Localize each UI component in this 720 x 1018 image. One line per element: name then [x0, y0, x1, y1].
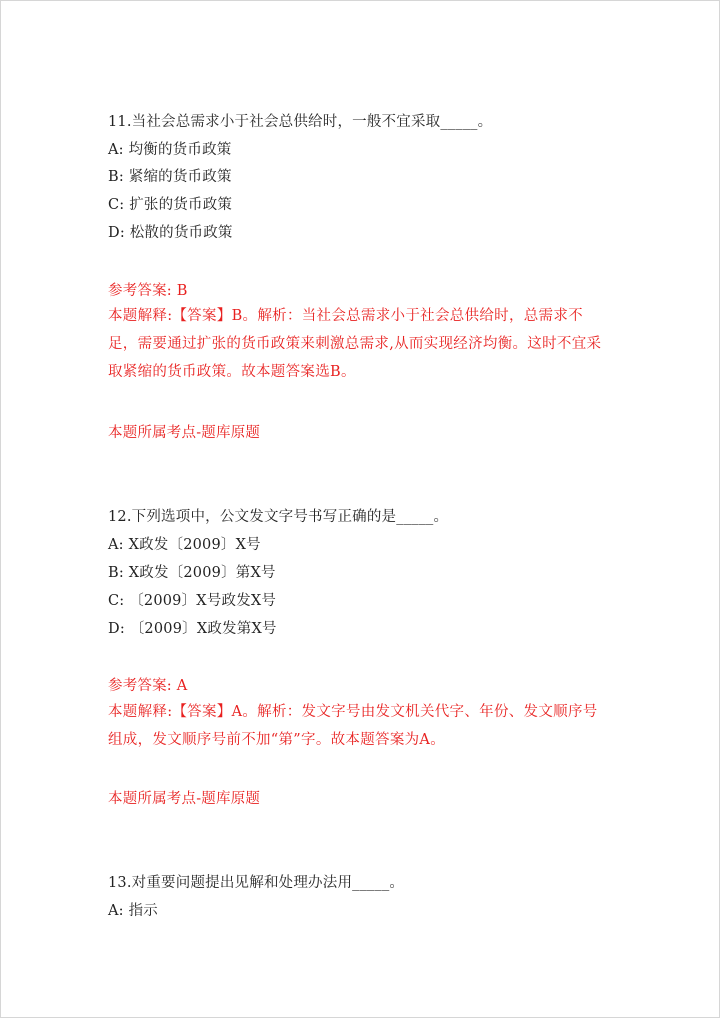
option-b: B: 紧缩的货币政策	[108, 169, 232, 185]
topic-label: 本题所属考点-题库原题	[108, 791, 261, 807]
option-b: B: X政发〔2009〕第X号	[108, 565, 276, 581]
explanation: 本题解释:【答案】A。解析：发文字号由发文机关代字、年份、发文顺序号组成，发文顺序号前不加“第”字。故本题答案为A。	[108, 704, 598, 748]
explanation: 本题解释:【答案】B。解析：当社会总需求小于社会总供给时，总需求不足，需要通过扩张的货币政策来刺激总需求,从而实现经济均衡。这时不宜采取紧缩的货币政策。故本题答案选B。	[108, 308, 602, 380]
answer: 参考答案: A	[108, 678, 188, 694]
question-stem: 13.对重要问题提出见解和处理办法用_____。	[108, 875, 405, 891]
option-d: D: 松散的货币政策	[108, 225, 233, 241]
option-c: C: 扩张的货币政策	[108, 197, 233, 213]
option-d: D: 〔2009〕X政发第X号	[108, 621, 277, 637]
option-c: C: 〔2009〕X号政发X号	[108, 593, 277, 609]
topic-label: 本题所属考点-题库原题	[108, 425, 261, 441]
option-a: A: X政发〔2009〕X号	[108, 537, 261, 553]
answer: 参考答案: B	[108, 283, 188, 299]
question-stem: 12.下列选项中，公文发文字号书写正确的是_____。	[108, 509, 449, 525]
question-stem: 11.当社会总需求小于社会总供给时，一般不宜采取_____。	[108, 114, 493, 130]
option-a: A: 均衡的货币政策	[108, 142, 232, 158]
option-a: A: 指示	[108, 903, 158, 919]
